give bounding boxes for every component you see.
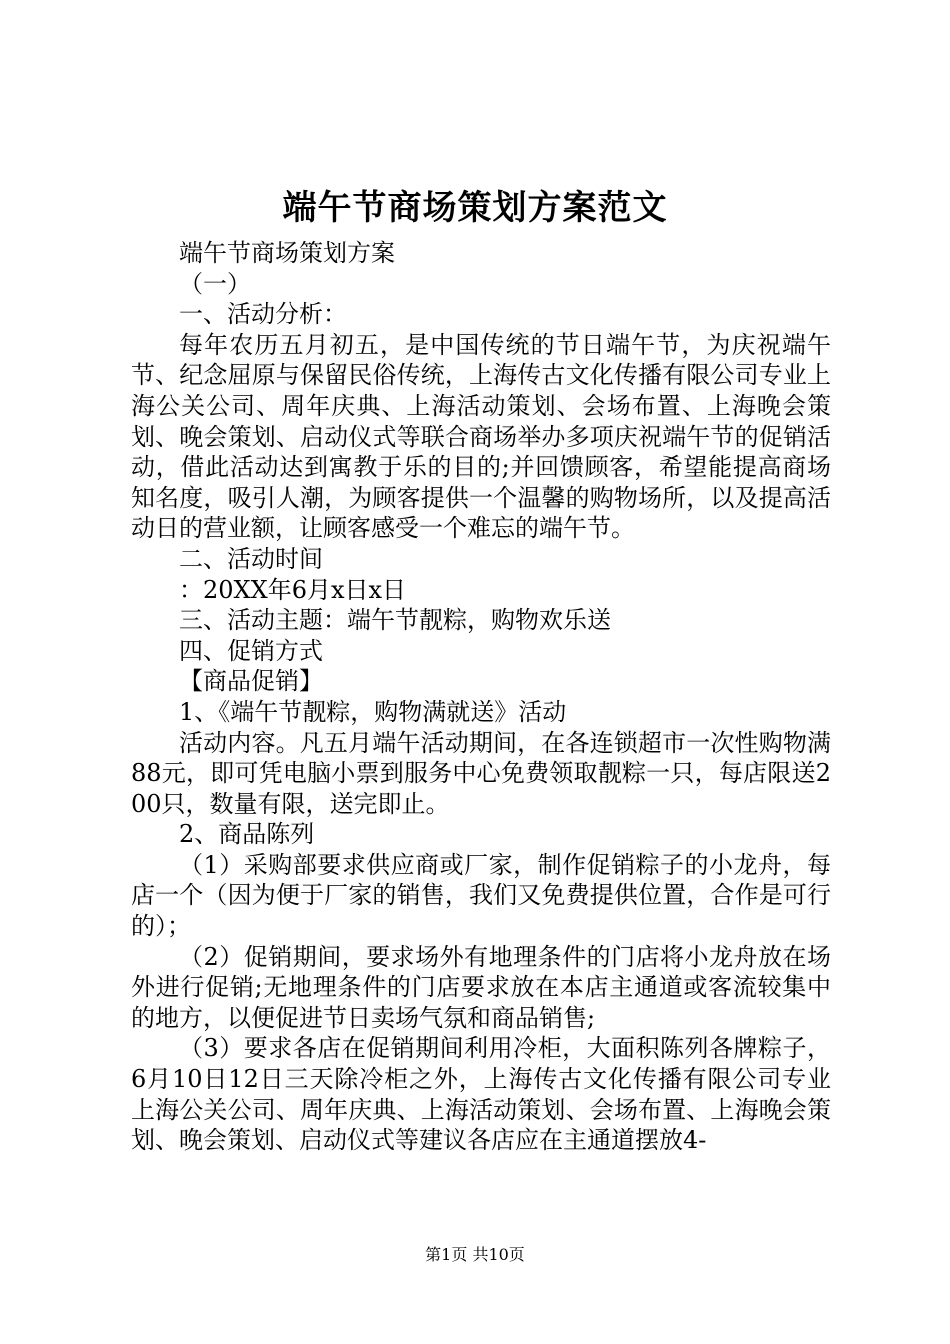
paragraph-activity-content: 活动内容。凡五月端午活动期间，在各连锁超市一次性购物满88元，即可凭电脑小票到服务中心免费领取靓粽一只，每店限送200只，数量有限，送完即止。 xyxy=(131,728,831,818)
paragraph-heading-analysis: 一、活动分析： xyxy=(179,300,347,329)
paragraph-display-heading: 2、商品陈列 xyxy=(179,820,315,849)
paragraph-heading-promotion: 四、促销方式 xyxy=(179,636,323,665)
paragraph-section-number: （一） xyxy=(179,269,251,298)
paragraph-activity-one: 1、《端午节靓粽，购物满就送》活动 xyxy=(179,697,567,726)
paragraph-heading-time: 二、活动时间 xyxy=(179,544,323,573)
document-body xyxy=(131,238,831,1156)
document-title: 端午节商场策划方案范文 xyxy=(282,188,668,228)
paragraph-subtitle: 端午节商场策划方案 xyxy=(179,239,395,267)
paragraph-product-promotion: 【商品促销】 xyxy=(179,667,323,696)
page-number-footer: 第1页 共10页 xyxy=(425,1245,525,1264)
paragraph-analysis-text: 每年农历五月初五，是中国传统的节日端午节，为庆祝端午节、纪念屈原与保留民俗传统，上海传古文化传播有限公司专业上海公关公司、周年庆典、上海活动策划、会场布置、上海晚会策划、晚会策划、启动仪式等联合商场举办多项庆祝端午节的促销活动，借此活动达到寓教于乐的目的;并回馈顾客，希望能提高商场知名度，吸引人潮，为顾客提供一个温馨的购物场所，以及提高活动日的营业额，让顾客感受一个难忘的端午节。 xyxy=(131,330,831,543)
paragraph-display-item-2: （2）促销期间，要求场外有地理条件的门店将小龙舟放在场外进行促销;无地理条件的门店要求放在本店主通道或客流较集中的地方，以便促进节日卖场气氛和商品销售; xyxy=(131,942,831,1032)
paragraph-theme: 三、活动主题：端午节靓粽，购物欢乐送 xyxy=(179,606,611,635)
paragraph-display-item-1: （1）采购部要求供应商或厂家，制作促销粽子的小龙舟，每店一个（因为便于厂家的销售，我们又免费提供位置，合作是可行的）； xyxy=(131,850,831,941)
paragraph-display-item-3: （3）要求各店在促销期间利用冷柜，大面积陈列各牌粽子，6月10日12日三天除冷柜之外，上海传古文化传播有限公司专业上海公关公司、周年庆典、上海活动策划、会场布置、上海晚会策划、晚会策划、启动仪式等建议各店应在主通道摆放4- xyxy=(131,1034,831,1155)
paragraph-time-value: ：20XX年6月x日x日 xyxy=(179,575,407,604)
